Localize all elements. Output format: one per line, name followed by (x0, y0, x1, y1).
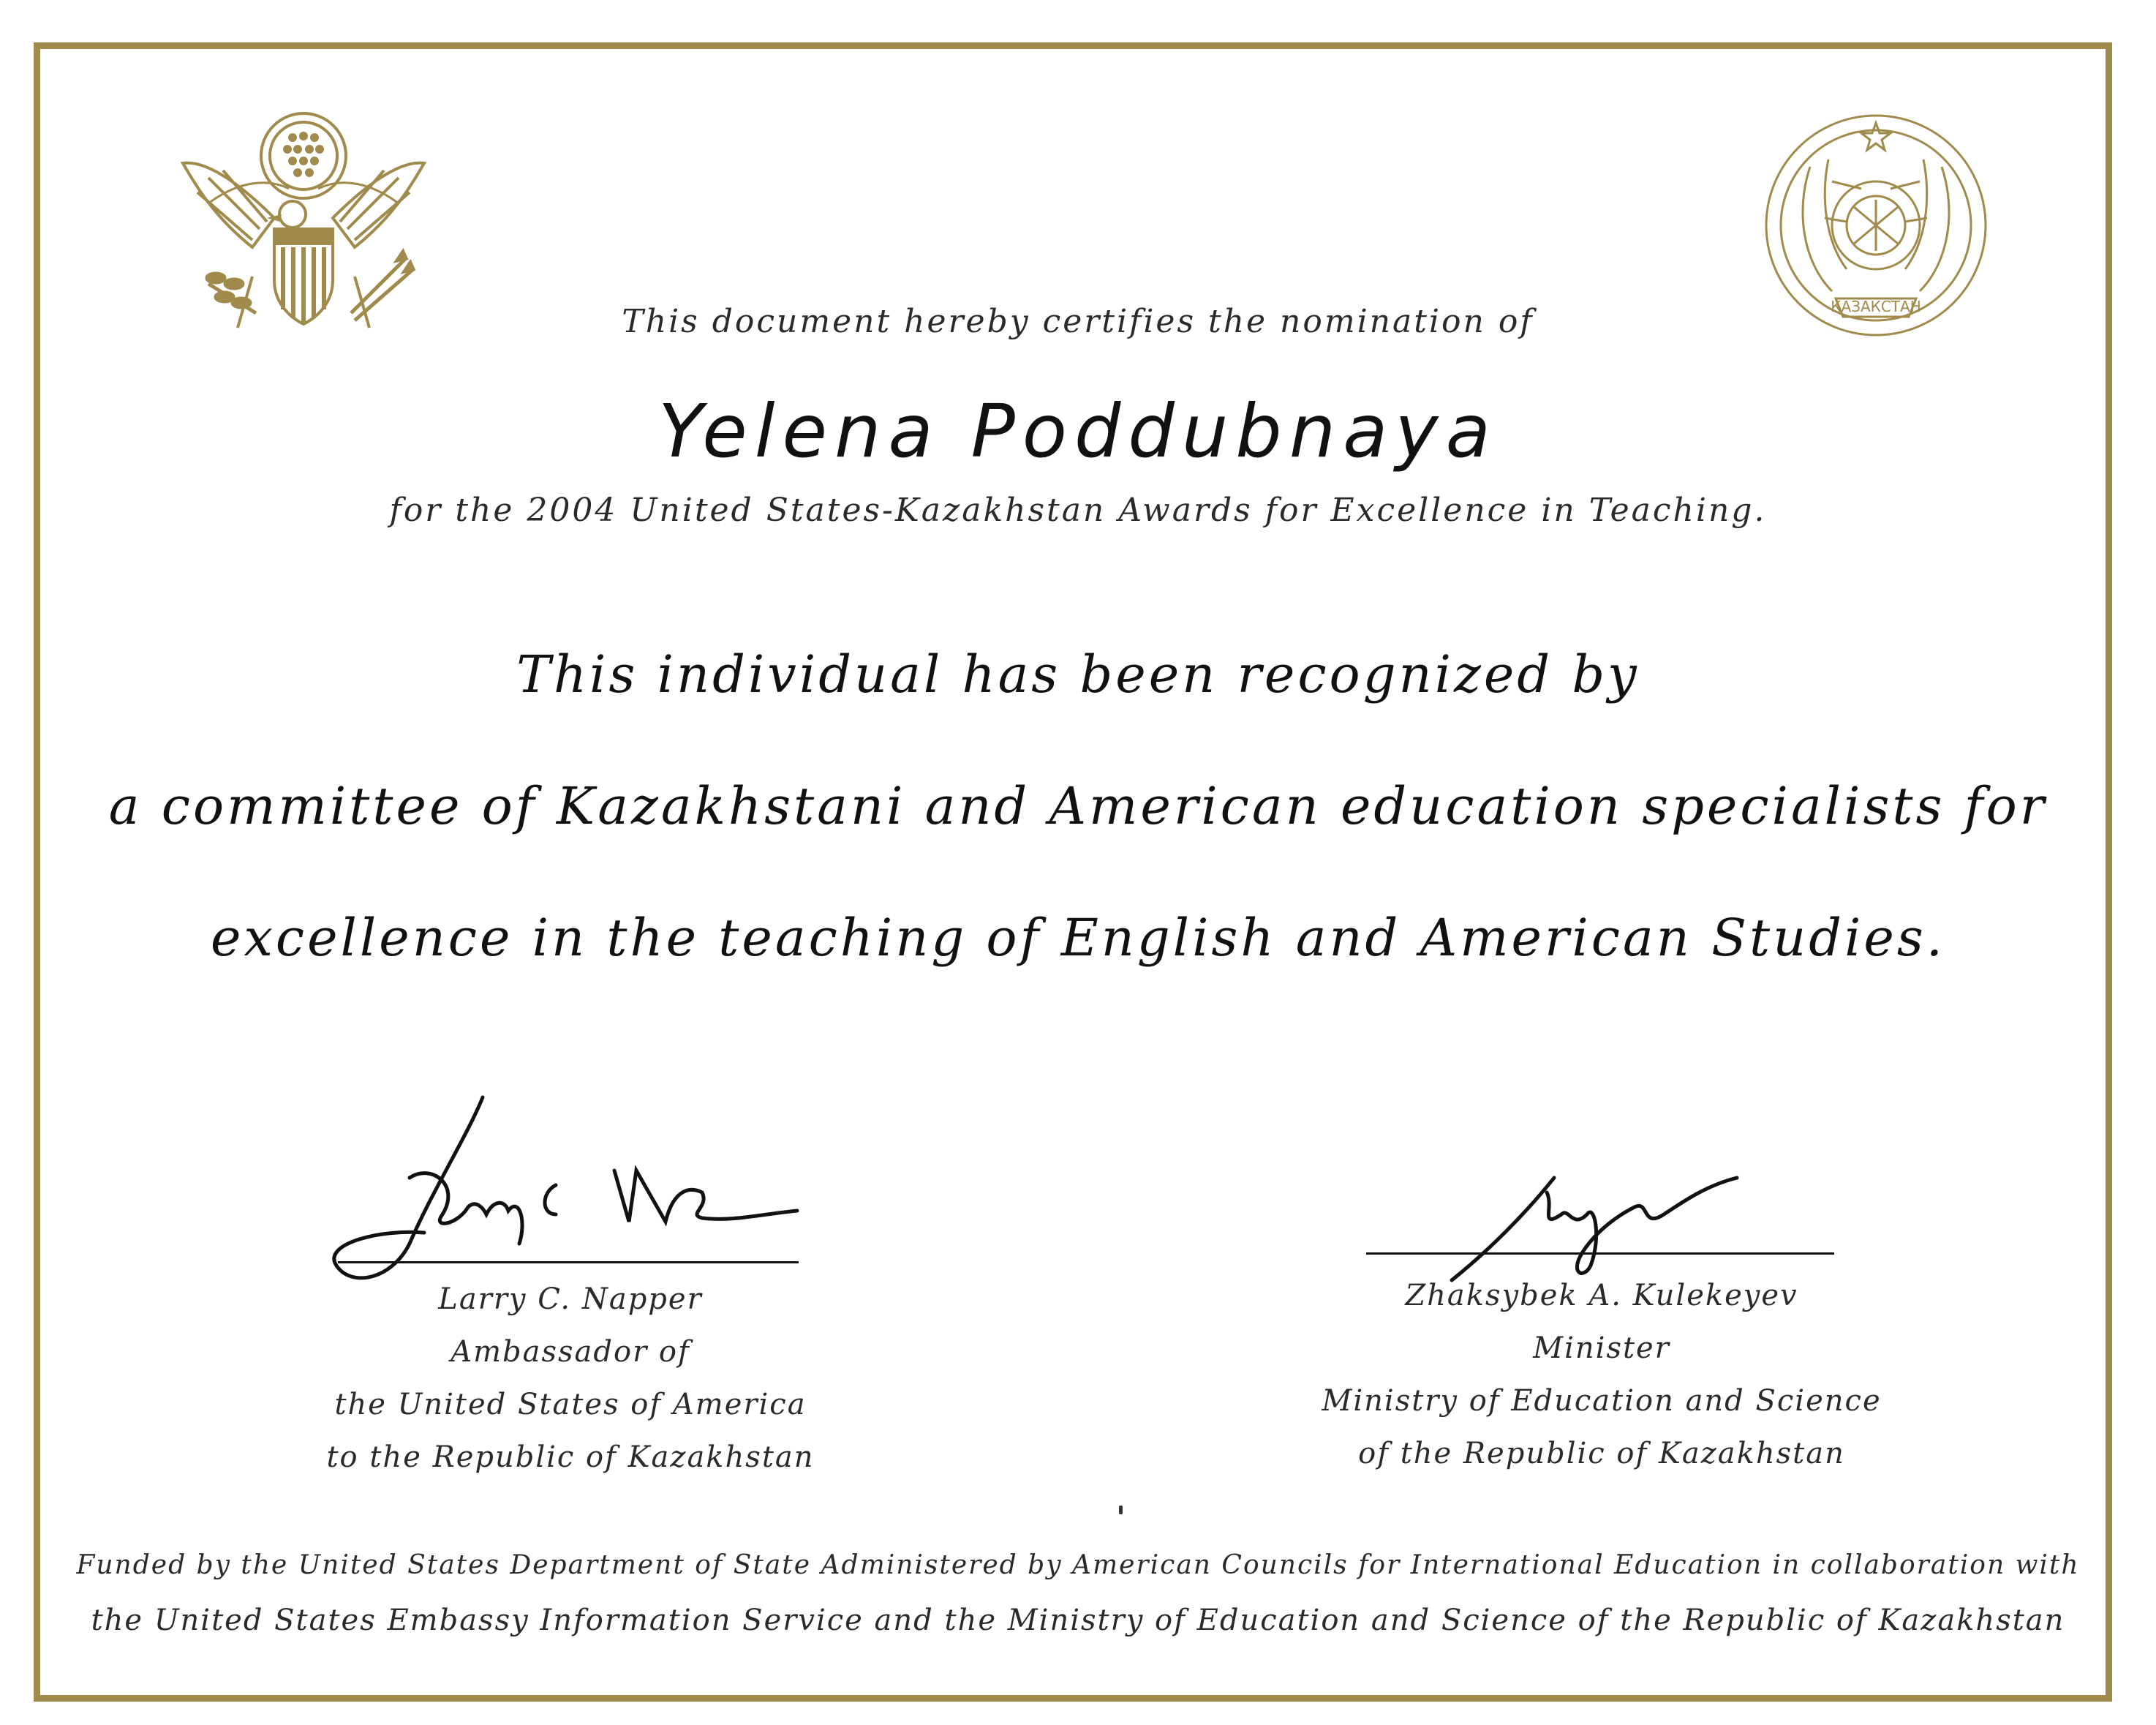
signatory-left-name: Larry C. Napper (438, 1282, 703, 1316)
recognition-line-3: excellence in the teaching of English and American Studies. (210, 908, 1946, 968)
recognition-line-1: This individual has been recognized by (516, 644, 1640, 704)
signatory-left (241, 1273, 900, 1484)
ink-speck (1119, 1506, 1123, 1514)
certificate-intro: This document hereby certifies the nomination of (622, 303, 1534, 340)
signatory-right-country: of the Republic of Kazakhstan (1358, 1437, 1845, 1470)
signatory-right-title: Minister (1533, 1331, 1670, 1365)
signatory-left-title: Ambassador of (451, 1335, 690, 1369)
footer-line-1: Funded by the United States Department of State Administered by American Councils for International Education in collaboration with (76, 1550, 2080, 1580)
signatory-right (1273, 1269, 1931, 1480)
emblem-lettering: КАЗАКСТАН (1831, 298, 1921, 315)
signature-line-left (338, 1261, 799, 1263)
recognition-line-2: a committee of Kazakhstani and American education specialists for (108, 776, 2048, 836)
handwritten-signature-napper (322, 1090, 804, 1302)
signature-line-right (1366, 1252, 1834, 1255)
signatory-left-country: the United States of America (334, 1388, 807, 1421)
nominee-name: Yelena Poddubnaya (658, 388, 1498, 474)
signatory-left-post: to the Republic of Kazakhstan (326, 1440, 815, 1474)
footer-line-2: the United States Embassy Information Service and the Ministry of Education and Science of the Republic of Kazakhstan (91, 1604, 2065, 1637)
award-line: for the 2004 United States-Kazakhstan Awards for Excellence in Teaching. (389, 492, 1767, 529)
signatory-right-name: Zhaksybek A. Kulekeyev (1405, 1279, 1798, 1312)
signatory-right-ministry: Ministry of Education and Science (1322, 1384, 1882, 1418)
